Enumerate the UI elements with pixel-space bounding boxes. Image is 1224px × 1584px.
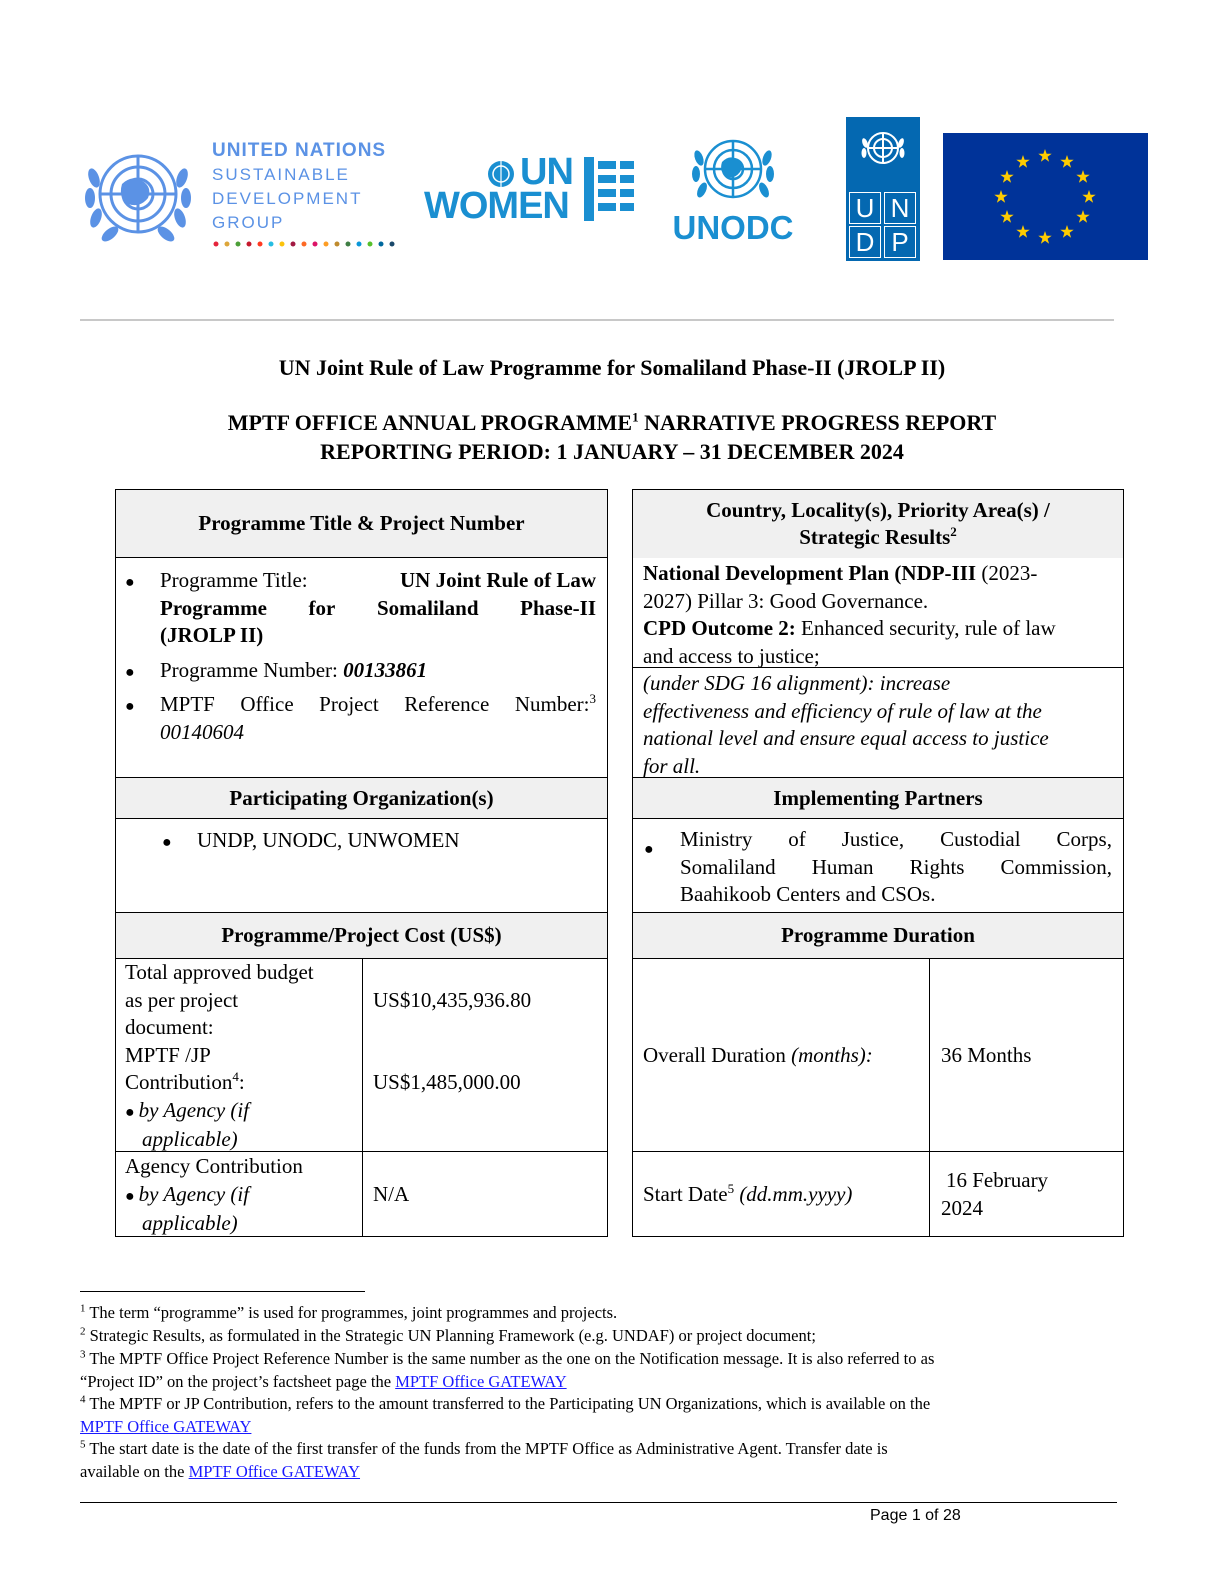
undp-letter-d: D	[849, 226, 881, 258]
mptf-label-1: MPTF /JP	[125, 1042, 211, 1067]
cpd-rest-1: Enhanced security, rule of law	[795, 616, 1056, 640]
partners-word: Somaliland	[680, 854, 776, 879]
cost-column-divider	[362, 958, 363, 1236]
unwomen-un: UN	[520, 151, 573, 193]
duration-row-divider	[633, 1151, 1123, 1152]
reporting-period: REPORTING PERIOD: 1 JANUARY – 31 DECEMBER 2024	[320, 439, 904, 464]
left-panel-orgs	[115, 777, 608, 914]
report-title	[0, 408, 1224, 466]
footnote-2-text: Strategic Results, as formulated in the Strategic UN Planning Framework (e.g. UNDAF) or project document;	[85, 1326, 816, 1345]
start-label: Start Date	[643, 1182, 728, 1206]
cpd-rest-2: and access to justice;	[643, 643, 820, 668]
bullet-icon: ●	[125, 664, 135, 681]
footnote-ref-2: 2	[950, 524, 957, 539]
sdg-line-1: (under SDG 16 alignment): increase	[643, 671, 951, 695]
header-project-cost: Programme/Project Cost (US$)	[116, 913, 607, 959]
logo-unwomen	[424, 151, 639, 227]
agency-contribution-label	[125, 1153, 357, 1238]
partners-word: of	[788, 827, 806, 851]
header-divider	[80, 319, 1114, 321]
bullet-icon: ●	[125, 574, 135, 591]
agency-contribution-value: N/A	[373, 1182, 410, 1206]
footnote-5-text-b: available on the	[80, 1461, 189, 1481]
partners-word: Human	[811, 854, 874, 879]
page-number: Page 1 of 28	[870, 1507, 961, 1524]
footnote-ref-3: 3	[589, 691, 596, 706]
ndp-rest-2: 2027) Pillar 3: Good Governance.	[643, 588, 929, 613]
sdg-line-3: national level and ensure equal access to justice	[643, 726, 1049, 750]
undp-letter-p: P	[884, 226, 916, 258]
partners-line-3: Baahikoob Centers and CSOs.	[680, 882, 936, 906]
budget-label-1: Total approved budget	[125, 960, 314, 984]
logo-unsdg	[82, 138, 402, 250]
unwomen-bars-icon	[584, 157, 636, 221]
unsdg-line4: GROUP	[212, 213, 285, 232]
footnote-1-num: 1	[80, 1302, 86, 1315]
cpd-bold: CPD Outcome 2:	[643, 616, 796, 640]
mptf-label-3: by Agency (if	[138, 1097, 250, 1122]
country-row-divider	[633, 667, 1123, 668]
partners-word: Justice,	[841, 827, 905, 851]
sdg-line-4: for all.	[643, 753, 701, 778]
undp-emblem-icon	[860, 125, 906, 171]
footnote-3-text-a: The MPTF Office Project Reference Number is the same number as the one on the Notification message. It is also referred to as	[85, 1349, 935, 1368]
mptf-gateway-link[interactable]: MPTF Office GATEWAY	[80, 1416, 252, 1436]
logo-unodc	[668, 126, 798, 246]
footnote-2	[80, 1325, 1120, 1348]
un-emblem-icon	[82, 138, 194, 250]
header-implementing-partners: Implementing Partners	[633, 778, 1123, 819]
footnote-3-num: 3	[80, 1348, 86, 1361]
programme-title-value-2a: Programme	[160, 595, 267, 620]
mptf-gateway-link[interactable]: MPTF Office GATEWAY	[395, 1371, 567, 1391]
right-panel-duration	[632, 912, 1124, 1237]
bullet-icon: ●	[644, 841, 654, 858]
footnote-ref-4: 4	[232, 1069, 239, 1084]
sdg-text	[643, 670, 1118, 780]
sdg-line-2: effectiveness and efficiency of rule of law at the	[643, 698, 1042, 723]
programme-title-value-2c: Somaliland	[376, 595, 479, 620]
footnote-5-num: 5	[80, 1438, 86, 1451]
programme-title-value-2b: for	[308, 595, 336, 620]
footnote-4-num: 4	[80, 1393, 86, 1406]
logo-undp	[846, 117, 920, 261]
header-country-locality	[633, 490, 1123, 558]
ndp-bold: National Development Plan (NDP-III	[643, 561, 977, 585]
duration-label-italic: (months):	[791, 1043, 873, 1067]
left-panel-cost	[115, 912, 608, 1237]
right-panel-top	[632, 489, 1124, 779]
footnote-ref-1: 1	[632, 409, 639, 425]
duration-label: Overall Duration	[643, 1043, 792, 1067]
footnote-3-text-b: “Project ID” on the project’s factsheet page the	[80, 1371, 396, 1391]
overall-duration-value: 36 Months	[941, 1043, 1032, 1067]
project-reference-value: 00140604	[160, 719, 244, 744]
start-date-value-2: 2024	[941, 1195, 983, 1220]
report-title-line1a: MPTF OFFICE ANNUAL PROGRAMME	[227, 410, 633, 435]
mptf-label-2: Contribution	[125, 1070, 233, 1094]
footnote-1	[80, 1302, 1120, 1325]
programme-title: UN Joint Rule of Law Programme for Somaliland Phase-II (JROLP II)	[278, 355, 946, 380]
mptf-gateway-link[interactable]: MPTF Office GATEWAY	[188, 1461, 361, 1481]
unsdg-line1: UNITED NATIONS	[212, 140, 387, 161]
budget-value: US$10,435,936.80	[373, 988, 532, 1012]
header-programme-duration: Programme Duration	[633, 913, 1123, 959]
programme-number-value: 00133861	[343, 658, 428, 682]
programme-number-field	[160, 657, 596, 685]
undp-letter-n: N	[884, 192, 916, 224]
programme-title-value-1: UN Joint Rule of Law	[399, 568, 596, 592]
unwomen-women: WOMEN	[424, 185, 569, 227]
partners-word: Ministry	[680, 827, 753, 851]
bullet-icon: ●	[125, 1187, 139, 1205]
start-label-italic: (dd.mm.yyyy)	[734, 1182, 853, 1206]
agency-label-3: applicable)	[142, 1211, 238, 1235]
ndp-rest-1: (2023-	[976, 561, 1038, 585]
unodc-text: UNODC	[672, 209, 794, 246]
header-participating-orgs: Participating Organization(s)	[116, 778, 607, 819]
report-title-line1b: NARRATIVE PROGRESS REPORT	[638, 410, 997, 435]
programme-title-value-2d: Phase-II	[520, 595, 596, 620]
bullet-icon: ●	[162, 834, 172, 851]
bullet-icon: ●	[125, 698, 135, 715]
project-reference-field: MPTF Office Project Reference Number:$^3$ 00140604	[160, 691, 596, 744]
undp-letter-u: U	[849, 192, 881, 224]
footnote-1-text: The term “programme” is used for programmes, joint programmes and projects.	[85, 1303, 618, 1322]
programme-number-label: Programme Number:	[160, 658, 338, 682]
start-date-label	[643, 1181, 852, 1209]
partners-word: Commission,	[1000, 854, 1112, 879]
start-date-value-1: 16 February	[946, 1168, 1049, 1192]
sdg-dots-icon	[212, 240, 402, 248]
programme-title-value-3: (JROLP II)	[160, 623, 264, 647]
implementing-partners-value	[680, 826, 1112, 909]
agency-label-2: by Agency (if	[138, 1181, 250, 1206]
footnote-5-text-a: The start date is the date of the first transfer of the funds from the MPTF Office as Administrative Agent. Transfer date is	[85, 1439, 888, 1458]
footnote-separator	[80, 1291, 365, 1292]
mptf-contribution-value: US$1,485,000.00	[373, 1070, 521, 1094]
footer-divider	[80, 1502, 1117, 1503]
budget-label-3: document:	[125, 1015, 214, 1039]
unsdg-line3: DEVELOPMENT	[212, 189, 363, 208]
eu-stars-icon	[943, 133, 1148, 260]
footnote-ref-5: 5	[727, 1181, 735, 1196]
left-panel-top	[115, 489, 608, 779]
participating-orgs-value: UNDP, UNODC, UNWOMEN	[197, 828, 460, 852]
footnote-4	[80, 1393, 1120, 1438]
duration-column-divider	[929, 958, 930, 1236]
header-country-line2: Strategic Results	[799, 525, 951, 549]
unodc-emblem-icon	[690, 126, 776, 212]
overall-duration-label	[643, 1042, 873, 1070]
header-country-line1: Country, Locality(s), Priority Area(s) /	[706, 498, 1050, 522]
budget-label: Total approved budget as per project document: MPTF /JP Contribution$^4$: ● by Agency (if applicable)	[125, 959, 357, 1154]
footnote-2-num: 2	[80, 1325, 86, 1338]
footnote-4-text-a: The MPTF or JP Contribution, refers to the amount transferred to the Participating UN Organizations, which is available on the	[85, 1394, 931, 1413]
footnote-3	[80, 1348, 1120, 1393]
budget-label-2: as per project	[125, 987, 239, 1012]
bullet-icon: ●	[125, 1103, 139, 1121]
unsdg-line2: SUSTAINABLE	[212, 165, 350, 184]
header-programme-title: Programme Title & Project Number	[116, 490, 607, 558]
programme-title-field	[160, 567, 596, 650]
programme-title-label: Programme Title:	[160, 568, 308, 592]
agency-label-1: Agency Contribution	[125, 1154, 303, 1178]
logo-eu-flag	[943, 133, 1148, 260]
partners-word: Rights	[909, 854, 965, 879]
ndp-text	[643, 560, 1113, 670]
partners-word: Custodial	[940, 827, 1021, 851]
partners-word: Corps,	[1056, 827, 1112, 851]
footnote-5	[80, 1438, 1120, 1483]
mptf-label-4: applicable)	[142, 1127, 238, 1151]
start-date-value	[941, 1167, 1048, 1222]
right-panel-partners	[632, 777, 1124, 914]
